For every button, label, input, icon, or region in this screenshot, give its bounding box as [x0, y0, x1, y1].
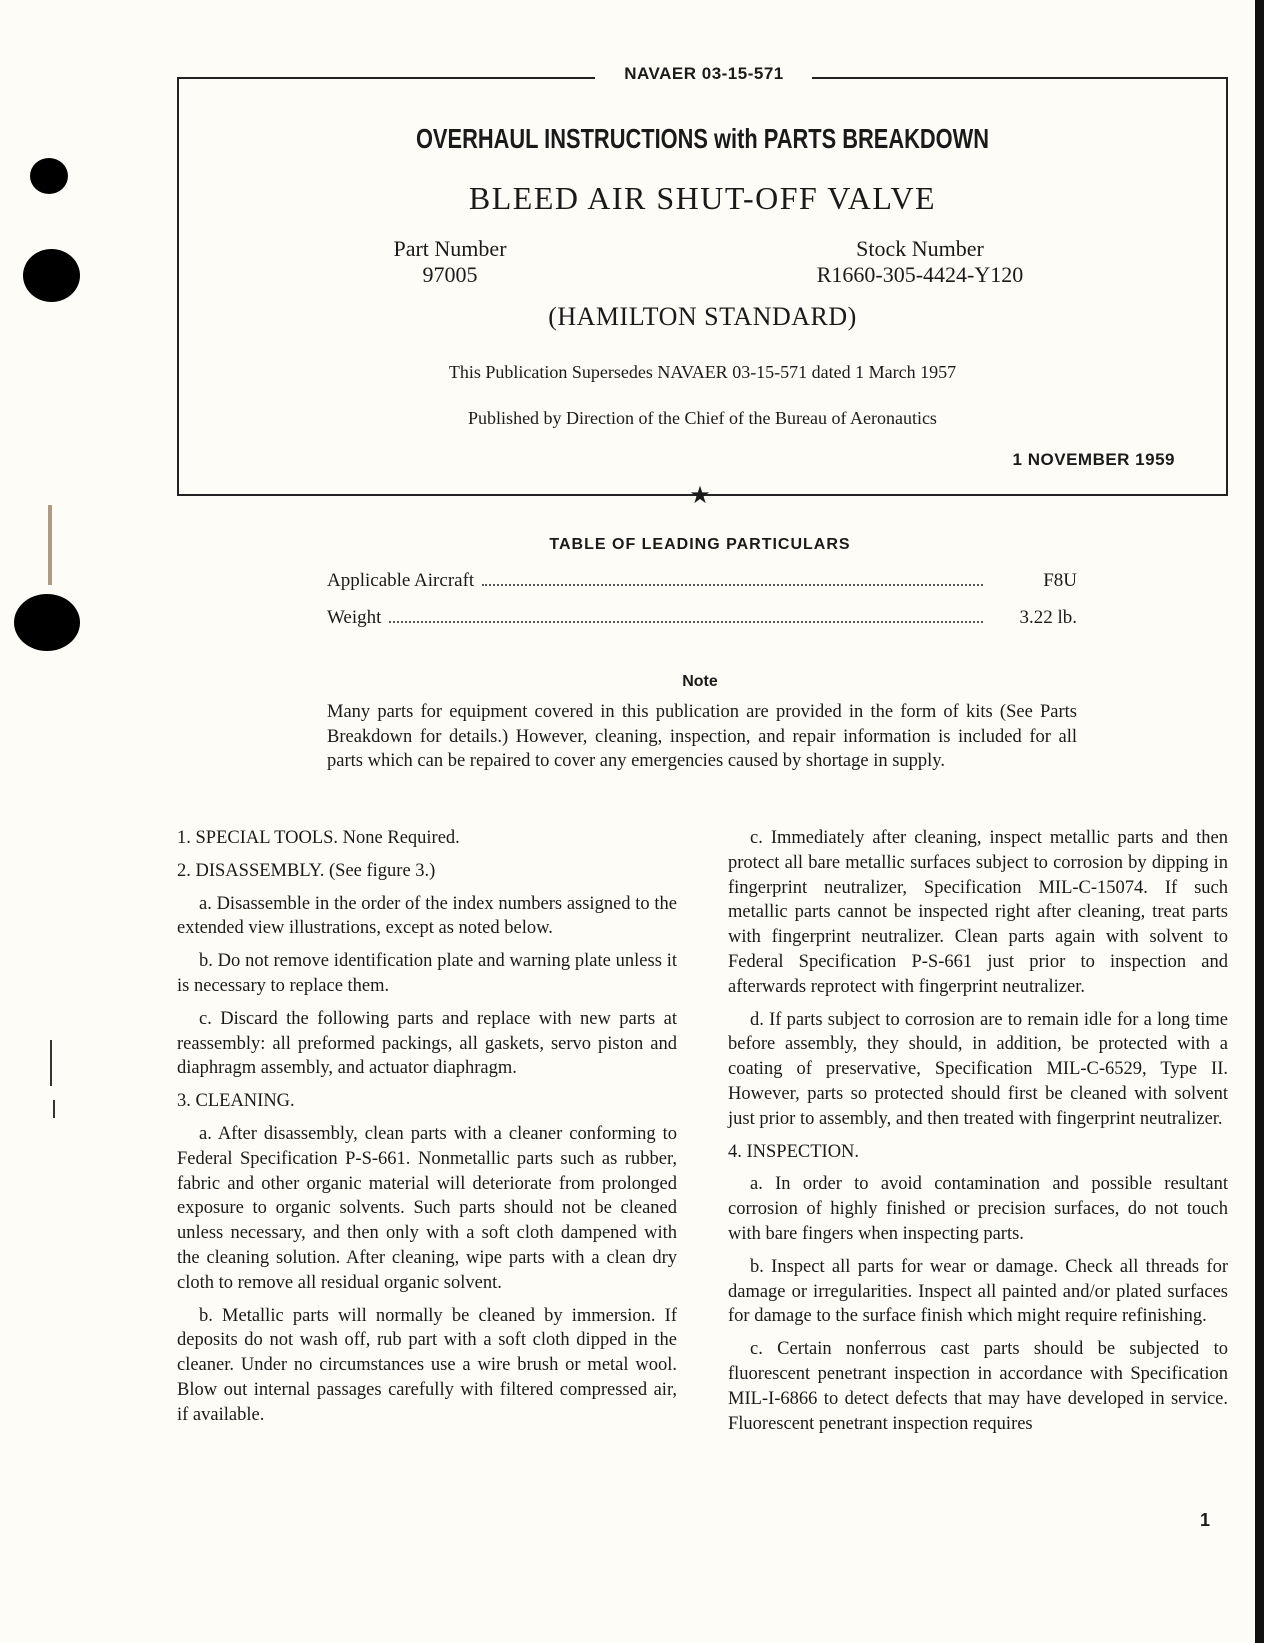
paragraph: a. Disassemble in the order of the index numbers assigned to the extended view illustrations, except as noted below. — [177, 893, 677, 939]
section-heading-disassembly: 2. DISASSEMBLY. (See figure 3.) — [177, 860, 436, 881]
part-number-label: Part Number — [393, 236, 507, 261]
publication-date: 1 NOVEMBER 1959 — [1012, 450, 1175, 469]
particulars-row — [327, 607, 1077, 633]
binding-hole — [23, 249, 80, 302]
page-number: 1 — [1199, 1510, 1210, 1530]
paragraph: a. In order to avoid contamination and possible resultant corrosion of highly finished or precision surfaces, do not touch with bare fingers when inspecting parts. — [728, 1174, 1228, 1244]
margin-mark — [50, 1040, 52, 1086]
stock-number-block — [770, 236, 1070, 288]
paragraph: c. Certain nonferrous cast parts should be subjected to fluorescent penetrant inspection in accordance with Specification MIL-I-6866 to detect defects that may have developed in service. Fluorescent penetrant inspection requires — [728, 1339, 1228, 1434]
section-heading-inspection: 4. INSPECTION. — [728, 1141, 860, 1162]
star-icon: ★ — [689, 483, 711, 509]
stock-number-label: Stock Number — [856, 236, 984, 261]
dot-leader — [389, 621, 983, 623]
paragraph: a. After disassembly, clean parts with a cleaner conforming to Federal Specification P-S-661. Nonmetallic parts such as rubber, fabric and other organic material will deteriorate from prolonged exposure to organic solvents. Such parts should not be cleaned unless necessary, and then only with a soft cloth dampened with the cleaning solution. After cleaning, wipe parts with a clean dry cloth to remove all residual organic solvent. — [177, 1123, 677, 1293]
stock-number-value: R1660-305-4424-Y120 — [816, 262, 1024, 287]
part-number-block — [330, 236, 570, 288]
paper-stain — [48, 505, 52, 585]
section-special-tools: 1. SPECIAL TOOLS. None Required. — [177, 828, 460, 848]
paragraph: c. Discard the following parts and replace with new parts at reassembly: all preformed packings, all gaskets, servo piston and diaphragm assembly, and actuator diaphragm. — [177, 1008, 677, 1079]
publisher-line: Published by Direction of the Chief of the Bureau of Aeronautics — [468, 408, 937, 428]
right-column — [728, 826, 1228, 1444]
particulars-value: 3.22 lb. — [1019, 607, 1077, 628]
binding-hole — [30, 158, 68, 194]
paragraph: b. Do not remove identification plate and warning plate unless it is necessary to replace them. — [177, 951, 677, 996]
binding-hole — [14, 594, 80, 651]
part-number-value: 97005 — [422, 262, 478, 287]
manufacturer: (HAMILTON STANDARD) — [548, 302, 857, 331]
equipment-name: BLEED AIR SHUT-OFF VALVE — [468, 180, 937, 216]
paragraph: b. Metallic parts will normally be cleaned by immersion. If deposits do not wash off, rub part with a soft cloth dipped in the cleaner. Under no circumstances use a wire brush or metal wool. Blow out internal passages carefully with filtered compressed air, if available. — [177, 1305, 677, 1425]
paragraph: c. Immediately after cleaning, inspect metallic parts and then protect all bare metallic surfaces subject to corrosion by dipping in fingerprint neutralizer, Specification MIL-C-15074. If such metallic parts cannot be inspected right after cleaning, treat parts with fingerprint neutralizer. Clean parts again with solvent to Federal Specification P-S-661 just prior to inspection and afterwards reprotect with fingerprint neutralizer. — [728, 828, 1228, 997]
paragraph: b. Inspect all parts for wear or damage. Check all threads for damage or irregularities. Inspect all painted and/or plated surfaces for damage to the surface finish which might require refinishing. — [728, 1256, 1228, 1327]
section-heading-cleaning: 3. CLEANING. — [177, 1091, 295, 1112]
dot-leader — [482, 584, 983, 586]
page-edge-shadow — [1255, 0, 1264, 1643]
particulars-label: Weight — [327, 607, 382, 628]
particulars-row — [327, 570, 1077, 596]
left-column — [177, 826, 677, 1436]
margin-mark — [53, 1100, 55, 1118]
particulars-value: F8U — [1043, 570, 1077, 591]
supersedes-notice: This Publication Supersedes NAVAER 03-15-571 dated 1 March 1957 — [448, 362, 957, 382]
particulars-label: Applicable Aircraft — [327, 570, 475, 591]
note-heading: Note — [682, 673, 718, 690]
document-title: OVERHAUL INSTRUCTIONS with PARTS BREAKDOWN — [415, 123, 990, 154]
document-number: NAVAER 03-15-571 — [624, 64, 784, 83]
leading-particulars-title: TABLE OF LEADING PARTICULARS — [549, 536, 851, 553]
paragraph: d. If parts subject to corrosion are to remain idle for a long time before assembly, they should, in addition, be protected with a coating of preservative, Specification MIL-C-6529, Type II. However, parts so protected should first be cleaned with solvent just prior to assembly, and then treated with fingerprint neutralizer. — [728, 1009, 1228, 1129]
note-body: Many parts for equipment covered in this publication are provided in the form of kits (See Parts Breakdown for details.) However, cleaning, inspection, and repair information is included for all parts which can be repaired to cover any emergencies caused by shortage in supply. — [327, 702, 1077, 771]
